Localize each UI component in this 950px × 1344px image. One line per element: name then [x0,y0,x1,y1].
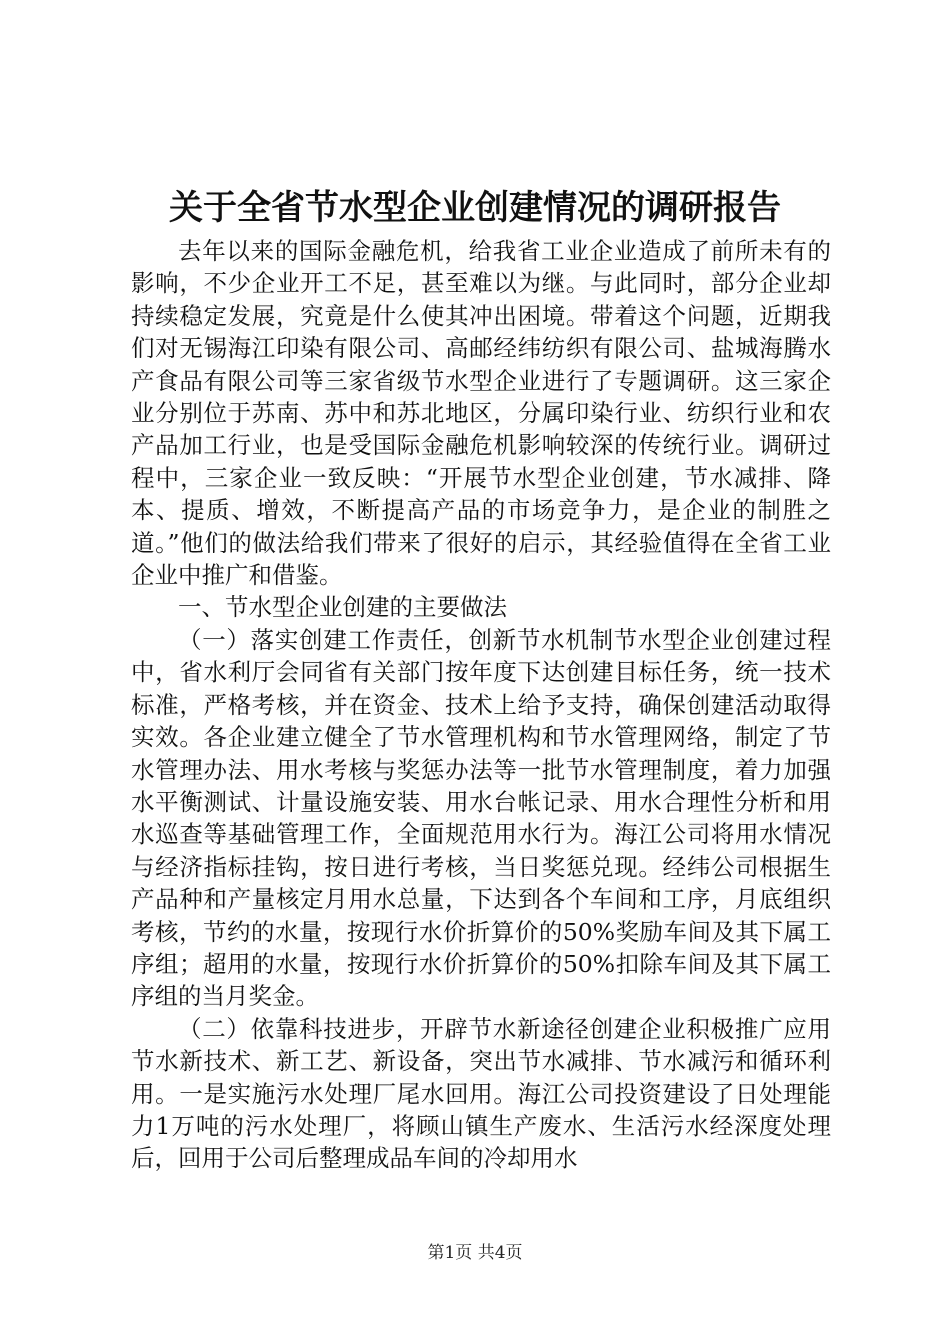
paragraph-intro: 去年以来的国际金融危机，给我省工业企业造成了前所未有的影响，不少企业开工不足，甚至难以为继。与此同时，部分企业却持续稳定发展，究竟是什么使其冲出困境。带着这个问题，近期我们对无锡海江印染有限公司、高邮经纬纺织有限公司、盐城海腾水产食品有限公司等三家省级节水型企业进行了专题调研。这三家企业分别位于苏南、苏中和苏北地区，分属印染行业、纺织行业和农产品加工行业，也是受国际金融危机影响较深的传统行业。调研过程中，三家企业一致反映：“开展节水型企业创建，节水减排、降本、提质、增效，不断提高产品的市场竞争力，是企业的制胜之道。”他们的做法给我们带来了很好的启示，其经验值得在全省工业企业中推广和借鉴。 [131,237,831,590]
page-number-footer: 第1页 共4页 [427,1243,523,1263]
paragraph-subsection-2: （二）依靠科技进步，开辟节水新途径创建企业积极推广应用节水新技术、新工艺、新设备，突出节水减排、节水减污和循环利用。一是实施污水处理厂尾水回用。海江公司投资建设了日处理能力1万吨的污水处理厂，将顾山镇生产废水、生活污水经深度处理后，回用于公司后整理成品车间的冷却用水 [131,1014,831,1173]
document-title: 关于全省节水型企业创建情况的调研报告 [169,188,781,228]
paragraph-subsection-1: （一）落实创建工作责任，创新节水机制节水型企业创建过程中，省水利厅会同省有关部门按年度下达创建目标任务，统一技术标准，严格考核，并在资金、技术上给予支持，确保创建活动取得实效。各企业建立健全了节水管理机构和节水管理网络，制定了节水管理办法、用水考核与奖惩办法等一批节水管理制度，着力加强水平衡测试、计量设施安装、用水台帐记录、用水合理性分析和用水巡查等基础管理工作，全面规范用水行为。海江公司将用水情况与经济指标挂钩，按日进行考核，当日奖惩兑现。经纬公司根据生产品种和产量核定月用水总量，下达到各个车间和工序，月底组织考核，节约的水量，按现行水价折算价的50%奖励车间及其下属工序组；超用的水量，按现行水价折算价的50%扣除车间及其下属工序组的当月奖金。 [131,625,831,1011]
document-body [131,235,831,1175]
section-heading-1: 一、节水型企业创建的主要做法 [178,593,507,622]
